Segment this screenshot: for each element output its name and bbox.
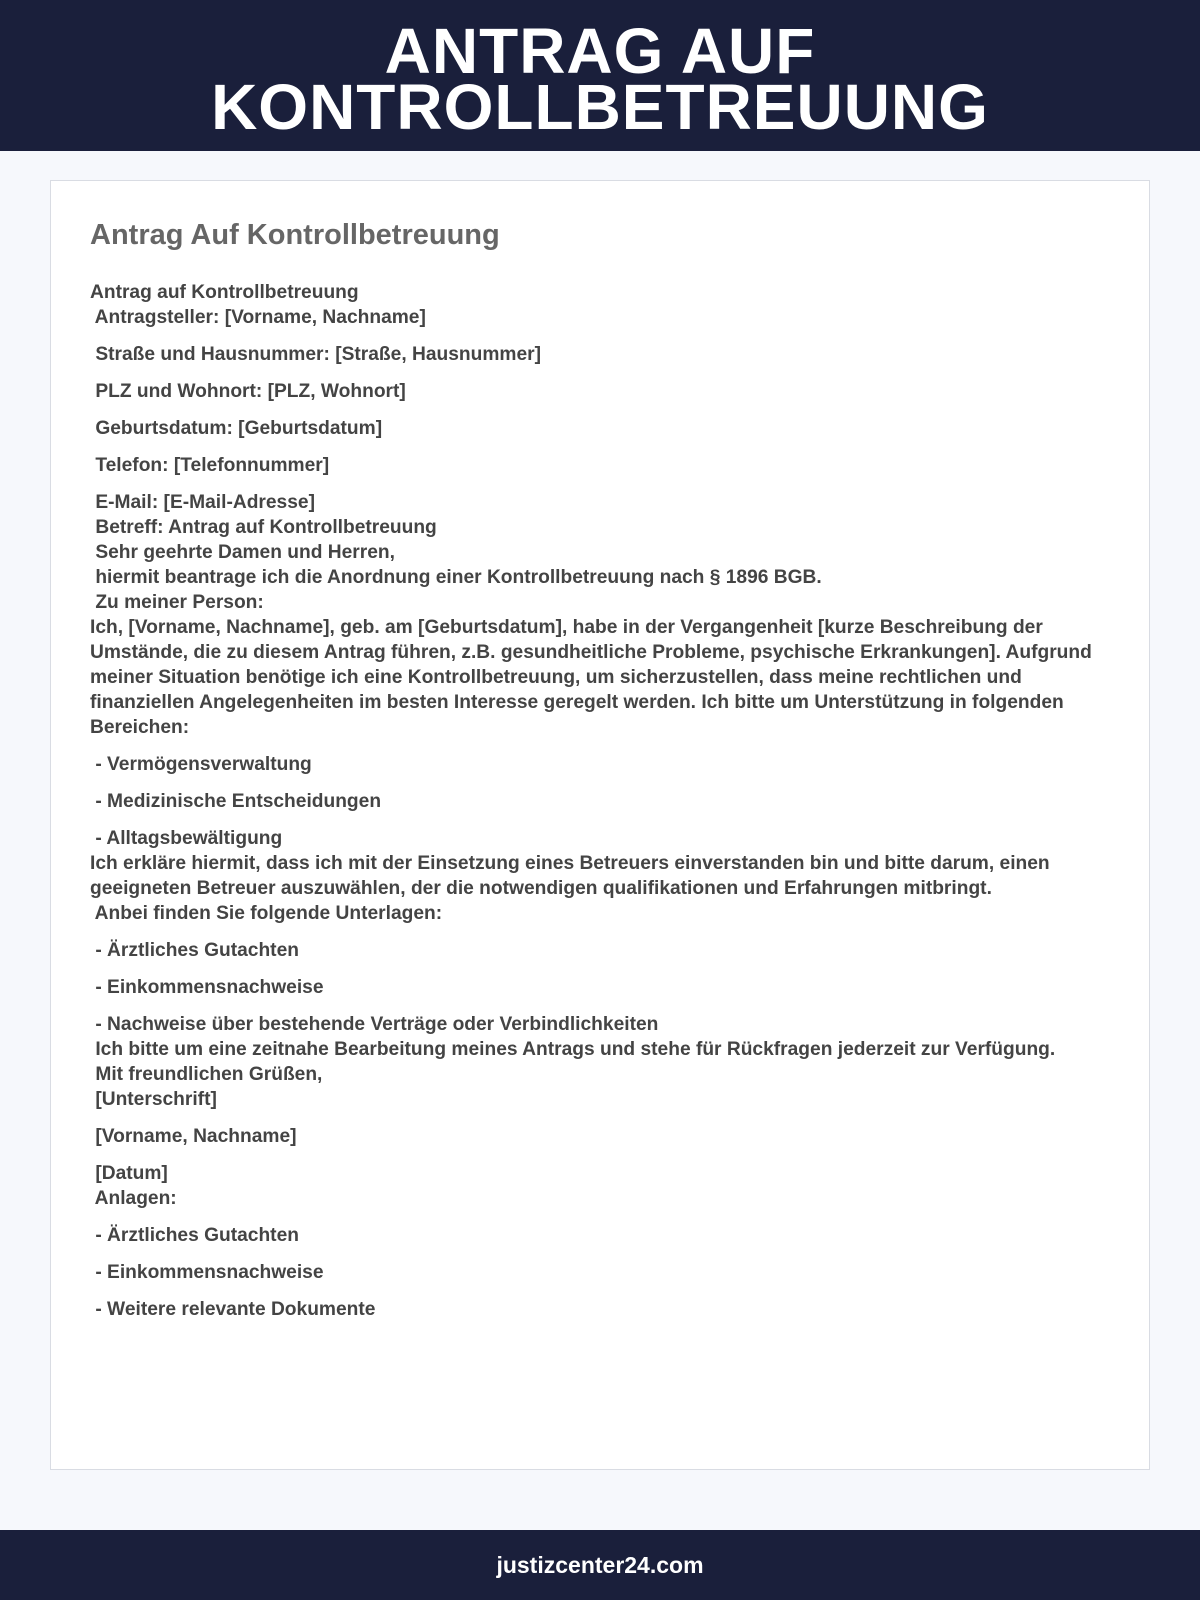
list-item: - Weitere relevante Dokumente [90,1299,376,1320]
list-item: - Vermögensverwaltung [90,754,312,775]
applicant-line: Antragsteller: [Vorname, Nachname] [90,307,426,328]
document-heading: Antrag Auf Kontrollbetreuung [90,219,500,251]
page-header [0,0,1200,151]
street-line: Straße und Hausnummer: [Straße, Hausnummer] [90,344,541,365]
signature-line: [Unterschrift] [90,1089,217,1110]
document-body [90,280,1110,1322]
city-line: PLZ und Wohnort: [PLZ, Wohnort] [90,381,406,402]
date-line: [Datum] [90,1163,168,1184]
attachments-intro-line: Anbei finden Sie folgende Unterlagen: [90,903,443,924]
person-heading-line: Zu meiner Person: [90,592,264,613]
list-item: - Einkommensnachweise [90,1262,324,1283]
list-item: - Einkommensnachweise [90,977,324,998]
list-item: - Alltagsbewältigung [90,828,283,849]
request-line: hiermit beantrage ich die Anordnung einer Kontrollbetreuung nach § 1896 BGB. [90,567,822,588]
doc-title-line: Antrag auf Kontrollbetreuung [90,282,359,303]
birthdate-line: Geburtsdatum: [Geburtsdatum] [90,418,383,439]
list-item: - Ärztliches Gutachten [90,940,299,961]
name-line: [Vorname, Nachname] [90,1126,297,1147]
page-title: ANTRAG AUF KONTROLLBETREUUNG [211,14,989,143]
email-line: E-Mail: [E-Mail-Adresse] [90,492,315,513]
attachments-heading-line: Anlagen: [90,1188,177,1209]
page-footer [0,1530,1200,1600]
person-paragraph: Ich, [Vorname, Nachname], geb. am [Geburtsdatum], habe in der Vergangenheit [kurze Beschreibung der Umstände, die zu diesem Antrag führen, z.B. gesundheitliche Probleme, psychische Erkrankungen]. Aufgrund meiner Situation benötige ich eine Kontrollbetreuung, um sicherzustellen, dass meine rechtlichen und finanziellen Angelegenheiten im besten Interesse geregelt werden. Ich bitte um Unterstützung in folgenden Bereichen: [90,617,1092,738]
consent-paragraph: Ich erkläre hiermit, dass ich mit der Einsetzung eines Betreuers einverstanden bin und bitte darum, einen geeigneten Betreuer auszuwählen, der die notwendigen qualifikationen und Erfahrungen mitbringt. [90,853,1050,899]
phone-line: Telefon: [Telefonnummer] [90,455,330,476]
subject-line: Betreff: Antrag auf Kontrollbetreuung [90,517,437,538]
list-item: - Medizinische Entscheidungen [90,791,382,812]
closing-line: Mit freundlichen Grüßen, [90,1064,323,1085]
processing-request-line: Ich bitte um eine zeitnahe Bearbeitung meines Antrags und stehe für Rückfragen jederzeit zur Verfügung. [90,1039,1056,1060]
list-item: - Ärztliches Gutachten [90,1225,299,1246]
footer-site-name: justizcenter24.com [496,1551,704,1578]
salutation-line: Sehr geehrte Damen und Herren, [90,542,395,563]
list-item: - Nachweise über bestehende Verträge oder Verbindlichkeiten [90,1014,659,1035]
document-card [50,180,1150,1470]
